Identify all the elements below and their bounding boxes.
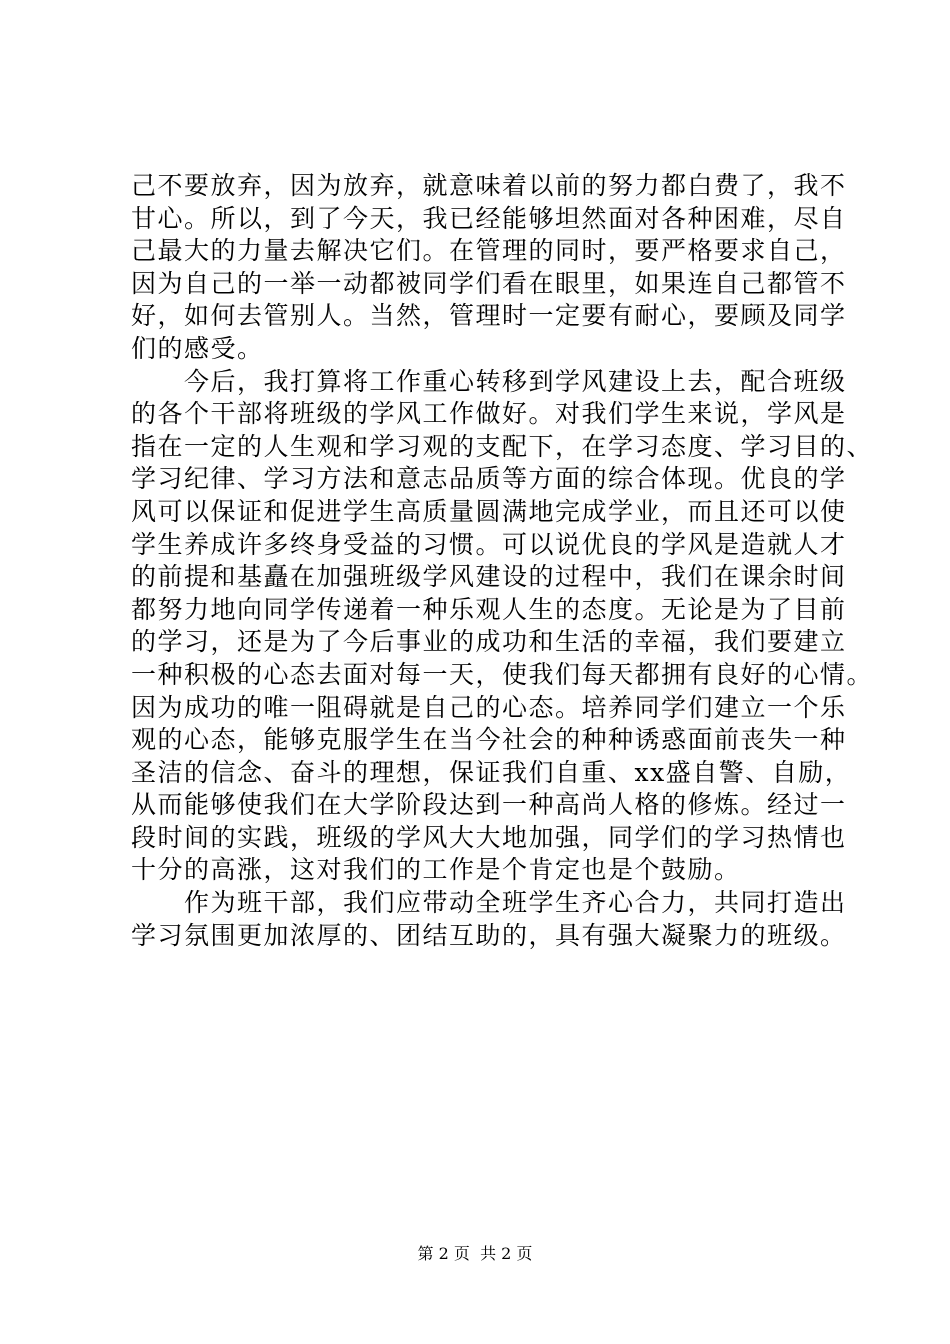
text-line: 圣洁的信念、奋斗的理想，保证我们自重、xx盛自警、自励， (131, 757, 852, 787)
text-line: 们的感受。 (131, 333, 264, 363)
text-line: 指在一定的人生观和学习观的支配下，在学习态度、学习目的、 (131, 431, 874, 461)
text-line: 的前提和基矗在加强班级学风建设的过程中，我们在课余时间 (131, 562, 847, 592)
text-line: 观的心态，能够克服学生在当今社会的种种诱惑面前丧失一种 (131, 725, 847, 755)
text-line: 今后，我打算将工作重心转移到学风建设上去，配合班级 (131, 366, 847, 396)
text-line: 好，如何去管别人。当然，管理时一定要有耐心，要顾及同学 (131, 301, 847, 331)
text-line: 因为自己的一举一动都被同学们看在眼里，如果连自己都管不 (131, 268, 847, 298)
text-line: 学习氛围更加浓厚的、团结互助的，具有强大凝聚力的班级。 (131, 920, 847, 950)
page-footer (0, 1244, 950, 1264)
text-line: 学生养成许多终身受益的习惯。可以说优良的学风是造就人才 (131, 529, 847, 559)
text-line: 作为班干部，我们应带动全班学生齐心合力，共同打造出 (131, 888, 847, 918)
text-line: 己不要放弃，因为放弃，就意味着以前的努力都白费了，我不 (131, 171, 847, 200)
text-line: 风可以保证和促进学生高质量圆满地完成学业，而且还可以使 (131, 496, 847, 526)
text-line: 己最大的力量去解决它们。在管理的同时，要严格要求自己， (131, 236, 847, 266)
text-line: 十分的高涨，这对我们的工作是个肯定也是个鼓励。 (131, 855, 741, 885)
text-line: 段时间的实践，班级的学风大大地加强，同学们的学习热情也 (131, 822, 847, 852)
text-line: 一种积极的心态去面对每一天，使我们每天都拥有良好的心情。 (131, 659, 874, 689)
text-line: 因为成功的唯一阻碍就是自己的心态。培养同学们建立一个乐 (131, 692, 847, 722)
text-line: 的学习，还是为了今后事业的成功和生活的幸福，我们要建立 (131, 627, 847, 657)
page-number-label: 第 2 页 共 2 页 (417, 1244, 533, 1263)
text-line: 学习纪律、学习方法和意志品质等方面的综合体现。优良的学 (131, 464, 847, 494)
text-line: 都努力地向同学传递着一种乐观人生的态度。无论是为了目前 (131, 594, 847, 624)
document-body (131, 170, 874, 952)
text-line: 甘心。所以，到了今天，我已经能够坦然面对各种困难，尽自 (131, 203, 847, 233)
text-line: 的各个干部将班级的学风工作做好。对我们学生来说，学风是 (131, 399, 847, 429)
paragraph-1 (131, 170, 847, 366)
paragraph-2 (131, 366, 874, 888)
text-line: 从而能够使我们在大学阶段达到一种高尚人格的修炼。经过一 (131, 790, 847, 820)
paragraph-3 (131, 887, 847, 952)
